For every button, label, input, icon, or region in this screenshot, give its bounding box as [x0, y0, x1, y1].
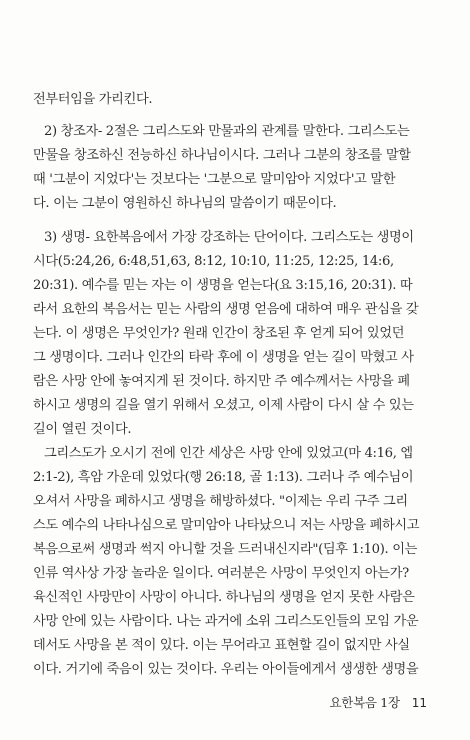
text-line-content: 사망 안에 있는 사람이다. 나는 과거에 소위 그리스도인들의 모임 가운: [33, 614, 419, 629]
text-line: [0, 394, 470, 418]
text-line: [0, 192, 470, 216]
text-line-content: 전부터임을 가리킨다.: [33, 92, 153, 107]
text-line: [0, 346, 470, 370]
text-line-content: 3) 생명- 요한복음에서 가장 강조하는 단어이다. 그리스도는 생명이: [44, 230, 414, 245]
text-line-content: 람은 사망 안에 놓여지게 된 것이다. 하지만 주 예수께서는 사망을 폐: [33, 374, 410, 389]
text-line: [0, 586, 470, 610]
text-line: [0, 490, 470, 514]
text-line-content: 오셔서 사망을 폐하시고 생명을 해방하셨다. "이제는 우리 구주 그리: [33, 494, 408, 509]
text-line: [0, 226, 470, 250]
text-line-content: 때 '그분이 지었다'는 것보다는 '그분으로 말미암아 지었다'고 말한: [33, 172, 396, 187]
text-line-content: 스도 예수의 나타나심으로 말미암아 나타났으니 저는 사망을 폐하시고: [33, 518, 420, 533]
text-line: [0, 250, 470, 274]
text-line-content: 길이 열린 것이다.: [33, 422, 132, 437]
text-line: [0, 538, 470, 562]
text-line-content: 인류 역사상 가장 놀라운 일이다. 여러분은 사망이 무엇인지 아는가?: [33, 566, 409, 581]
text-line: [0, 274, 470, 298]
text-line: [0, 370, 470, 394]
text-line-content: 데서도 사망을 본 적이 있다. 이는 무어라고 표현할 길이 없지만 사실: [33, 638, 410, 653]
text-line: [0, 658, 470, 682]
text-line: [0, 168, 470, 192]
text-line: [0, 562, 470, 586]
text-line-content: 다. 이는 그분이 영원하신 하나님의 말씀이기 때문이다.: [33, 196, 337, 211]
text-line-content: 이다. 거기에 죽음이 있는 것이다. 우리는 아이들에게서 생생한 생명을: [33, 662, 419, 677]
text-line: [0, 144, 470, 168]
text-line: [0, 610, 470, 634]
page-number: 11: [411, 696, 427, 710]
text-line: [0, 418, 470, 442]
chapter-running-head: 요한복음 1장: [329, 695, 400, 710]
text-line-content: 복음으로써 생명과 썩지 아니할 것을 드러내신지라"(딤후 1:10). 이는: [33, 542, 417, 557]
text-line: [0, 514, 470, 538]
text-line-content: 그 생명이다. 그러나 인간의 타락 후에 이 생명을 얻는 길이 막혔고 사: [33, 350, 414, 365]
text-line: [0, 88, 470, 112]
text-line-content: 그리스도가 오시기 전에 인간 세상은 사망 안에 있었고(마 4:16, 엡: [44, 446, 413, 461]
text-line-content: 시다(5:24,26, 6:48,51,63, 8:12, 10:10, 11:25, 12:25, 14:6,: [33, 254, 394, 269]
text-line-content: 하시고 생명의 길을 열기 위해서 오셨고, 이제 사람이 다시 살 수 있는: [33, 398, 414, 413]
text-line: [0, 634, 470, 658]
text-line-content: 라서 요한의 복음서는 믿는 사람의 생명 얻음에 대하여 매우 관심을 갖: [33, 302, 419, 317]
text-line: [0, 466, 470, 490]
text-line: [0, 322, 470, 346]
text-line-content: 는다. 이 생명은 무엇인가? 원래 인간이 창조된 후 얻게 되어 있었던: [33, 326, 405, 341]
text-line-content: 만물을 창조하신 전능하신 하나님이시다. 그러나 그분의 창조를 말할: [33, 148, 411, 163]
text-line-content: 2:1-2), 흑암 가운데 있었다(행 26:18, 골 1:13). 그러나 주 예수님이: [33, 470, 414, 485]
text-line: [0, 442, 470, 466]
page-footer: [330, 693, 427, 713]
text-line-content: 2) 창조자- 2절은 그리스도와 만물과의 관계를 말한다. 그리스도는: [44, 124, 410, 139]
text-line-content: 20:31). 예수를 믿는 자는 이 생명을 얻는다(요 3:15,16, 20:31). 따: [33, 278, 413, 293]
text-line: [0, 298, 470, 322]
text-line: [0, 120, 470, 144]
text-line-content: 육신적인 사망만이 사망이 아니다. 하나님의 생명을 얻지 못한 사람은: [33, 590, 415, 605]
